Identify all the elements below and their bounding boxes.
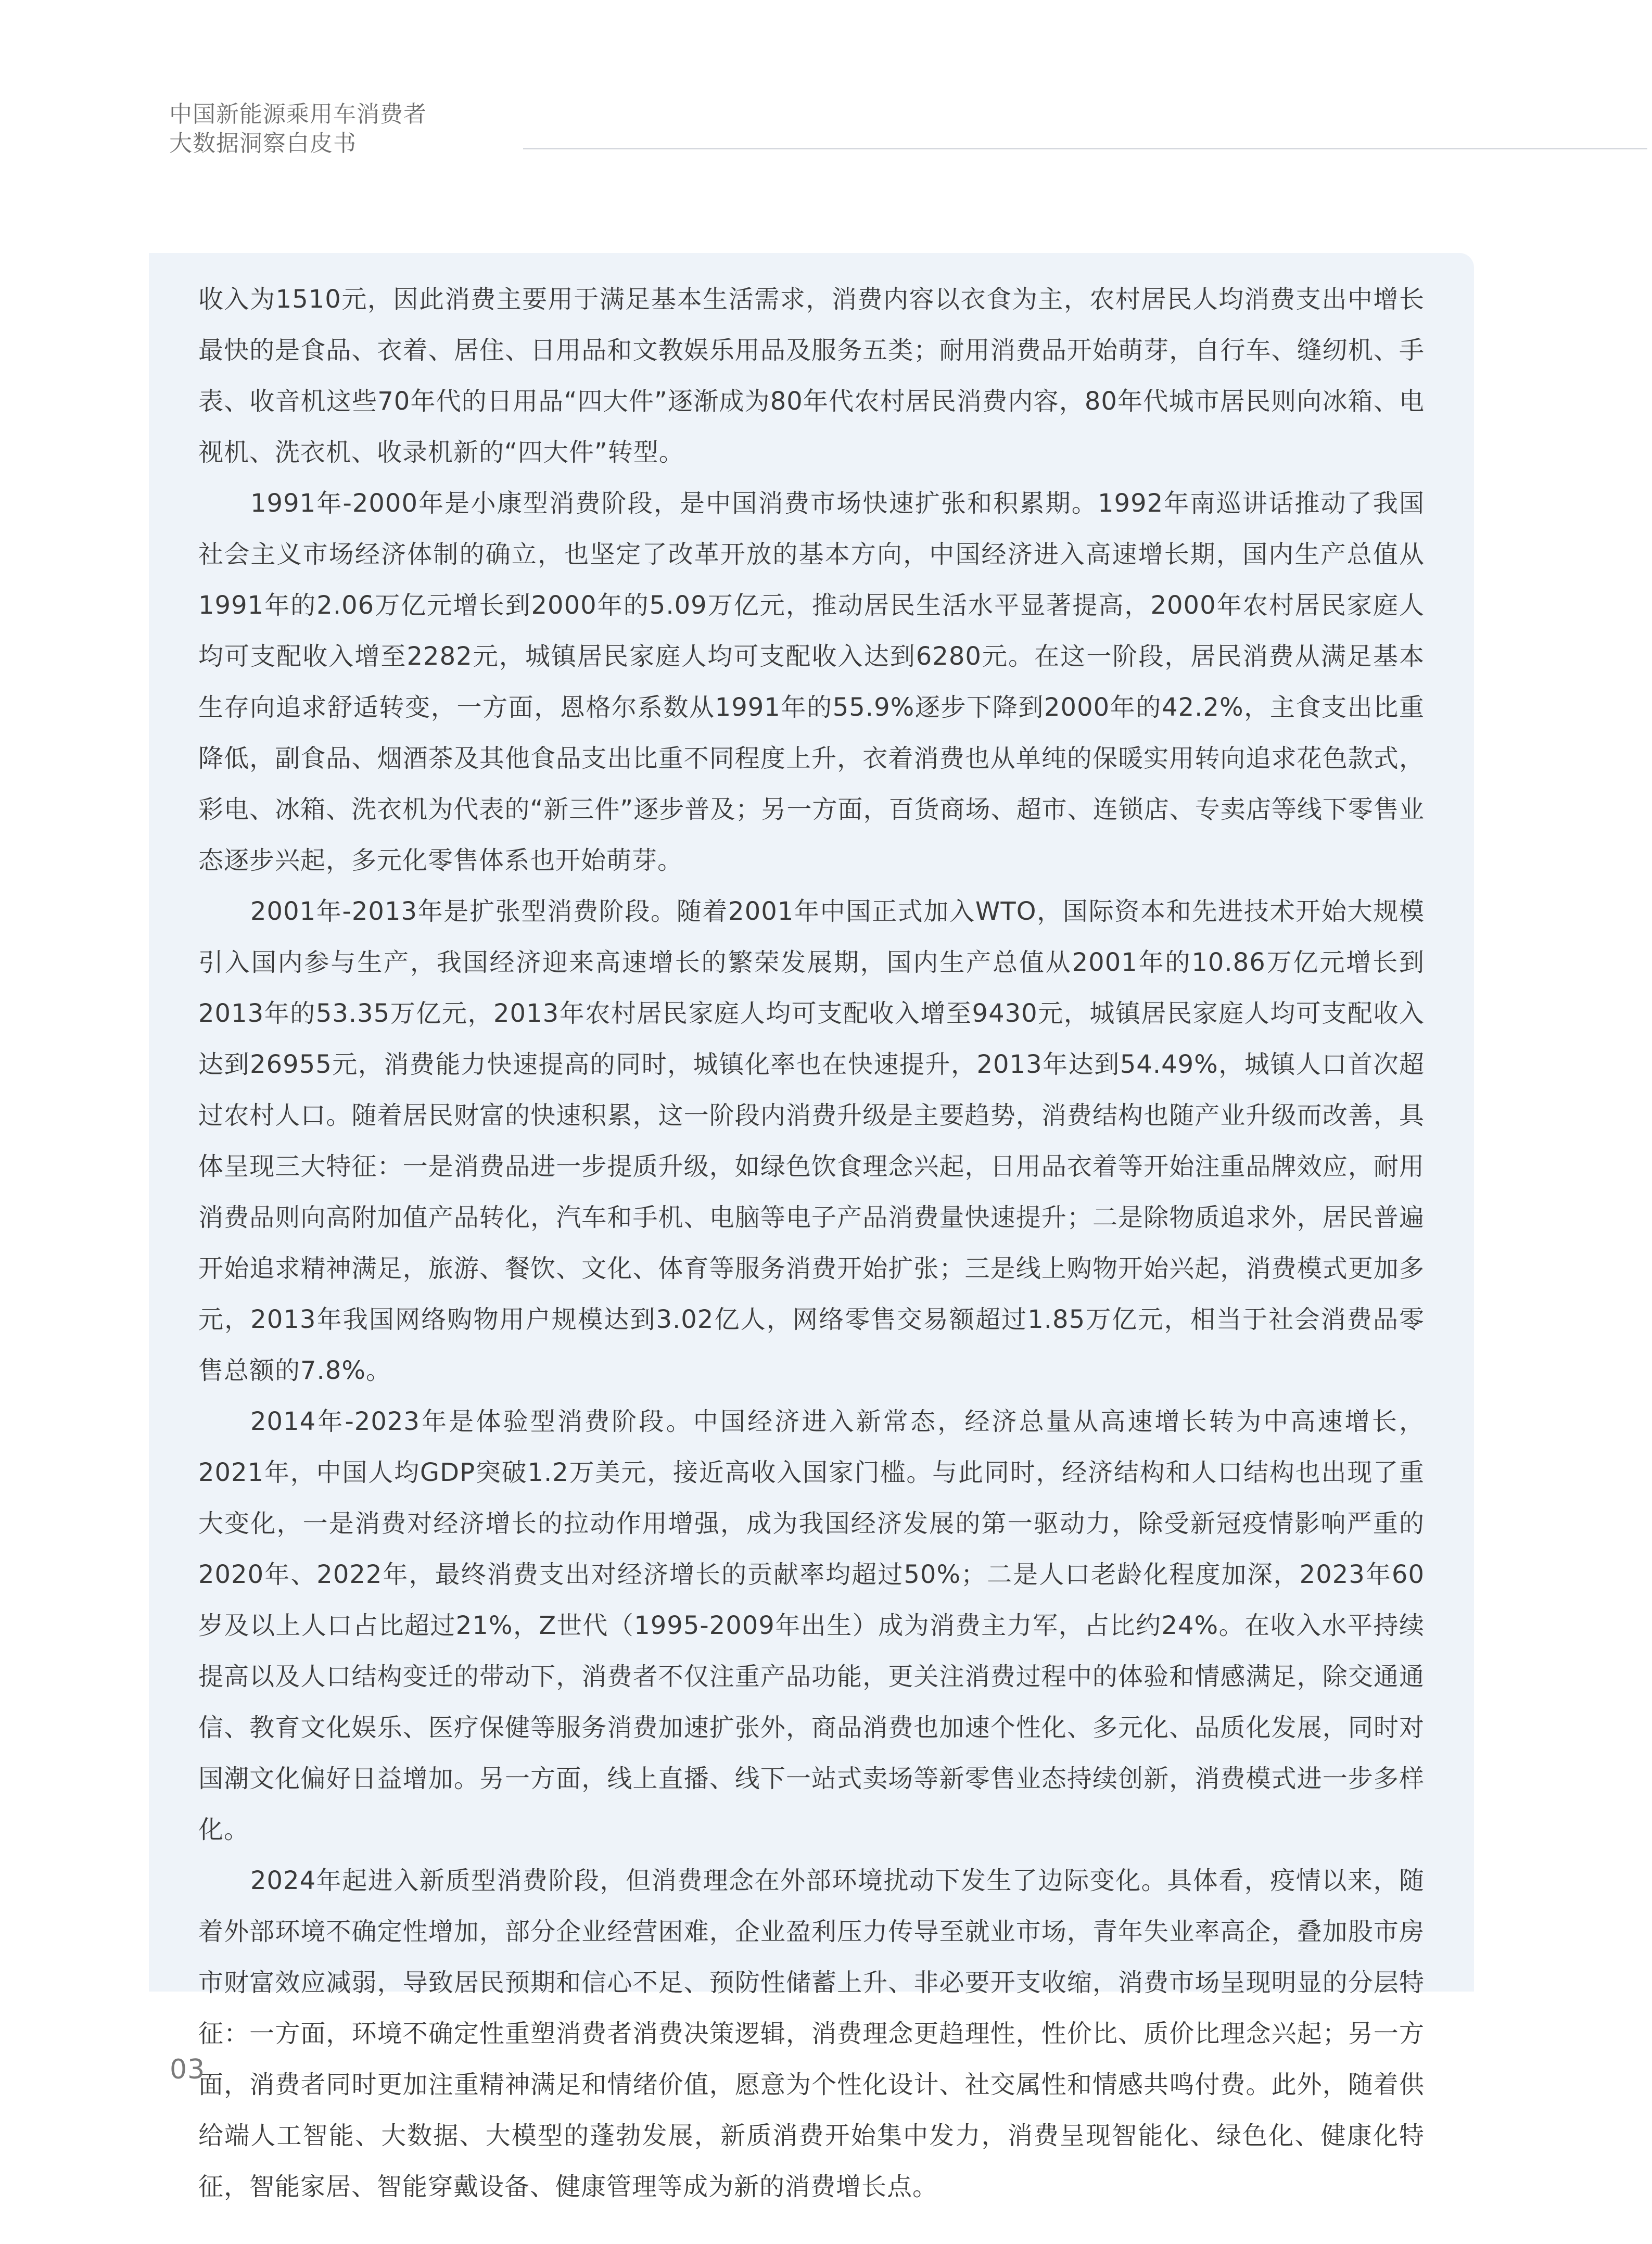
page-number: 03 xyxy=(170,2054,206,2085)
header-divider xyxy=(523,148,1647,149)
paragraph-2: 1991年-2000年是小康型消费阶段，是中国消费市场快速扩张和积累期。1992年南巡讲话推动了我国社会主义市场经济体制的确立，也坚定了改革开放的基本方向，中国经济进入高速增长期，国内生产总值从1991年的2.06万亿元增长到2000年的5.09万亿元，推动居民生活水平显著提高，2000年农村居民家庭人均可支配收入增至2282元，城镇居民家庭人均可支配收入达到6280元。在这一阶段，居民消费从满足基本生存向追求舒适转变，一方面，恩格尔系数从1991年的55.9%逐步下降到2000年的42.2%，主食支出比重降低，副食品、烟酒茶及其他食品支出比重不同程度上升，衣着消费也从单纯的保暖实用转向追求花色款式，彩电、冰箱、洗衣机为代表的“新三件”逐步普及；另一方面，百货商场、超市、连锁店、专卖店等线下零售业态逐步兴起，多元化零售体系也开始萌芽。 xyxy=(198,489,1425,875)
paragraph-4: 2014年-2023年是体验型消费阶段。中国经济进入新常态，经济总量从高速增长转为中高速增长，2021年，中国人均GDP突破1.2万美元，接近高收入国家门槛。与此同时，经济结构和人口结构也出现了重大变化，一是消费对经济增长的拉动作用增强，成为我国经济发展的第一驱动力，除受新冠疫情影响严重的2020年、2022年，最终消费支出对经济增长的贡献率均超过50%；二是人口老龄化程度加深，2023年60岁及以上人口占比超过21%，Z世代（1995-2009年出生）成为消费主力军，占比约24%。在收入水平持续提高以及人口结构变迁的带动下，消费者不仅注重产品功能，更关注消费过程中的体验和情感满足，除交通通信、教育文化娱乐、医疗保健等服务消费加速扩张外，商品消费也加速个性化、多元化、品质化发展，同时对国潮文化偏好日益增加。另一方面，线上直播、线下一站式卖场等新零售业态持续创新，消费模式进一步多样化。 xyxy=(198,1407,1425,1844)
paragraph-3: 2001年-2013年是扩张型消费阶段。随着2001年中国正式加入WTO，国际资本和先进技术开始大规模引入国内参与生产，我国经济迎来高速增长的繁荣发展期，国内生产总值从2001年的10.86万亿元增长到2013年的53.35万亿元，2013年农村居民家庭人均可支配收入增至9430元，城镇居民家庭人均可支配收入达到26955元，消费能力快速提高的同时，城镇化率也在快速提升，2013年达到54.49%，城镇人口首次超过农村人口。随着居民财富的快速积累，这一阶段内消费升级是主要趋势，消费结构也随产业升级而改善，具体呈现三大特征：一是消费品进一步提质升级，如绿色饮食理念兴起，日用品衣着等开始注重品牌效应，耐用消费品则向高附加值产品转化，汽车和手机、电脑等电子产品消费量快速提升；二是除物质追求外，居民普遍开始追求精神满足，旅游、餐饮、文化、体育等服务消费开始扩张；三是线上购物开始兴起，消费模式更加多元，2013年我国网络购物用户规模达到3.02亿人，网络零售交易额超过1.85万亿元，相当于社会消费品零售总额的7.8%。 xyxy=(198,897,1425,1385)
header-title-line-2: 大数据洞察白皮书 xyxy=(169,130,357,157)
document-header xyxy=(169,100,1647,158)
header-title-line-1: 中国新能源乘用车消费者 xyxy=(169,101,427,128)
paragraph-5: 2024年起进入新质型消费阶段，但消费理念在外部环境扰动下发生了边际变化。具体看，疫情以来，随着外部环境不确定性增加，部分企业经营困难，企业盈利压力传导至就业市场，青年失业率高企，叠加股市房市财富效应减弱，导致居民预期和信心不足、预防性储蓄上升、非必要开支收缩，消费市场呈现明显的分层特征：一方面，环境不确定性重塑消费者消费决策逻辑，消费理念更趋理性，性价比、质价比理念兴起；另一方面，消费者同时更加注重精神满足和情绪价值，愿意为个性化设计、社交属性和情感共鸣付费。此外，随着供给端人工智能、大数据、大模型的蓬勃发展，新质消费开始集中发力，消费呈现智能化、绿色化、健康化特征，智能家居、智能穿戴设备、健康管理等成为新的消费增长点。 xyxy=(198,1866,1425,2201)
paragraph-1: 收入为1510元，因此消费主要用于满足基本生活需求，消费内容以衣食为主，农村居民人均消费支出中增长最快的是食品、衣着、居住、日用品和文教娱乐用品及服务五类；耐用消费品开始萌芽，自行车、缝纫机、手表、收音机这些70年代的日用品“四大件”逐渐成为80年代农村居民消费内容，80年代城市居民则向冰箱、电视机、洗衣机、收录机新的“四大件”转型。 xyxy=(198,285,1425,467)
